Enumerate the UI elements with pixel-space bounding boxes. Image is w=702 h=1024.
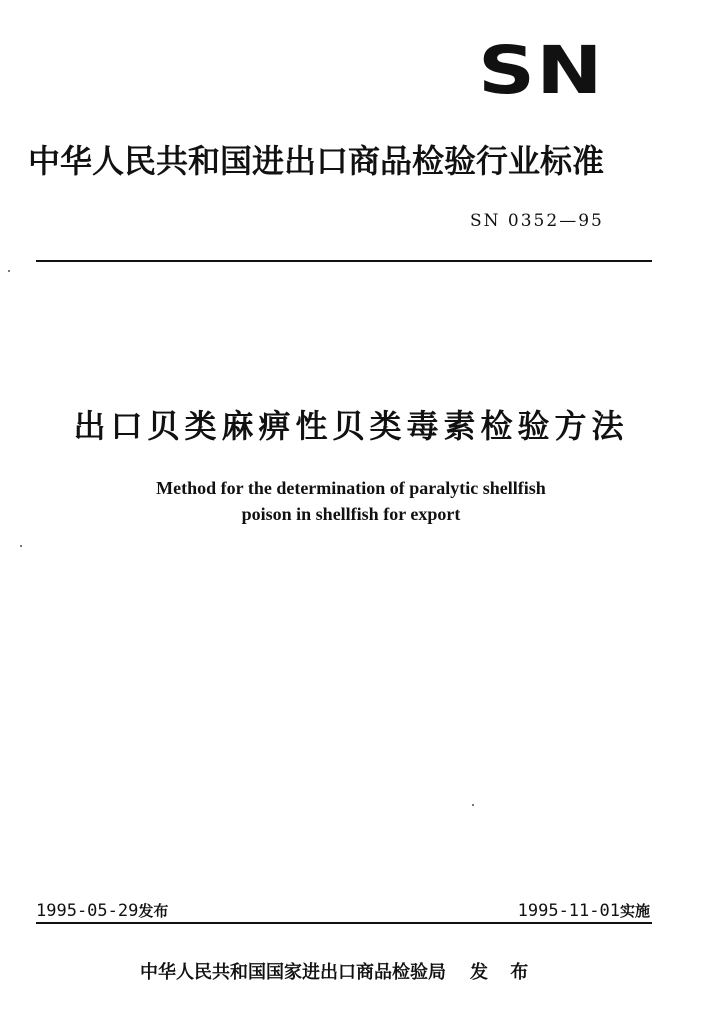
sn-logo: SN (478, 32, 604, 109)
english-title-line-2: poison in shellfish for export (241, 504, 461, 524)
industry-standard-title: 中华人民共和国进出口商品检验行业标准 (28, 142, 605, 180)
issue-date-block (36, 900, 168, 922)
issuing-authority (140, 960, 536, 986)
scan-speck (20, 545, 22, 547)
issue-date: 1995-05-29 (36, 901, 139, 921)
issue-label: 发布 (138, 902, 169, 920)
bottom-divider (36, 922, 652, 924)
english-title-line-1: Method for the determination of paralytic shellfish (156, 478, 546, 498)
scan-speck (472, 804, 474, 806)
effective-label: 实施 (619, 902, 650, 920)
top-divider (36, 260, 652, 262)
standard-number: SN 0352—95 (470, 211, 604, 231)
scan-speck (8, 270, 10, 272)
issuer-action: 发 布 (470, 962, 537, 983)
document-title-english (40, 475, 662, 527)
document-title-chinese: 出口贝类麻痹性贝类毒素检验方法 (73, 407, 629, 445)
effective-date: 1995-11-01 (517, 901, 620, 921)
issuer-name: 中华人民共和国国家进出口商品检验局 (140, 962, 446, 983)
effective-date-block (518, 900, 650, 922)
